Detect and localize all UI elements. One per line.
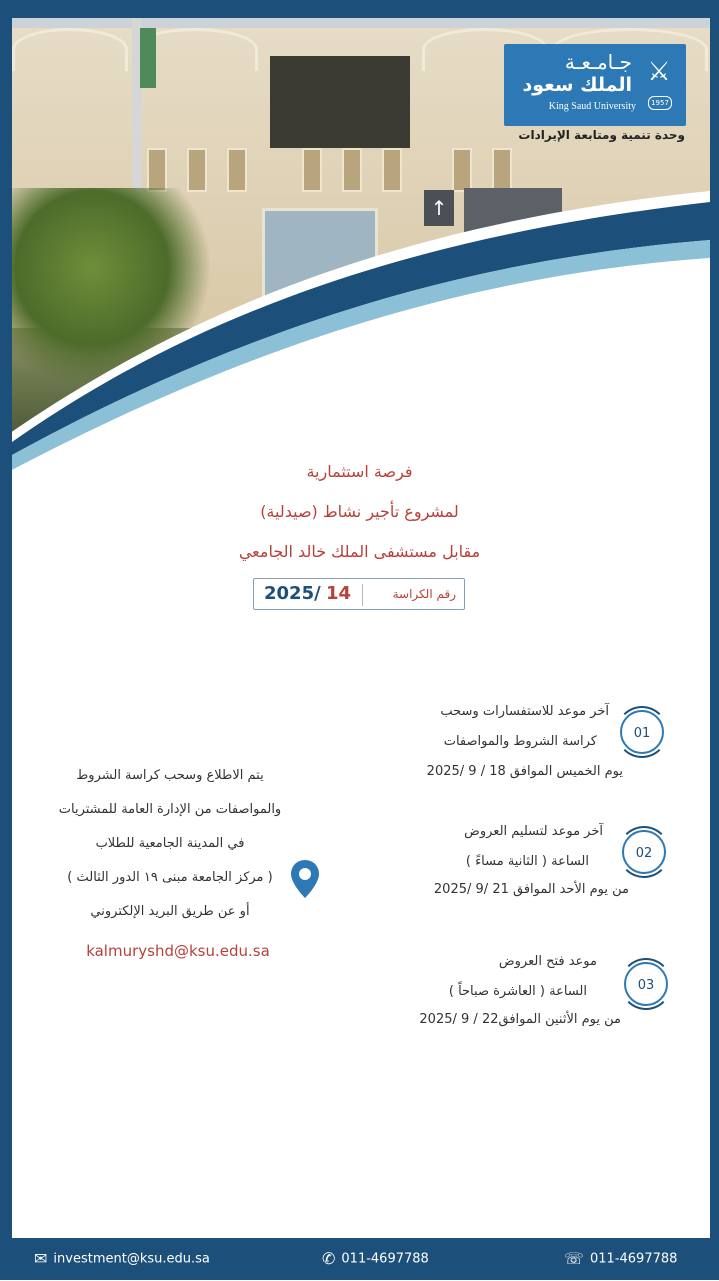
logo-english: King Saud University — [548, 101, 636, 112]
booklet-divider — [362, 584, 363, 606]
info-line1: يتم الاطلاع وسحب كراسة الشروط — [76, 768, 264, 783]
step-badge-01: 01 — [620, 710, 664, 754]
location-pin-icon — [288, 858, 322, 902]
info-line2: والمواصفات من الإدارة العامة للمشتريات — [58, 802, 282, 817]
title-line1: فرصة استثمارية — [306, 462, 413, 481]
unit-name: وحدة تنمية ومتابعة الإيرادات — [518, 128, 685, 142]
footer-bar — [0, 1238, 719, 1280]
footer-phone[interactable] — [322, 1238, 429, 1280]
whatsapp-icon: ☏ — [564, 1249, 585, 1268]
contact-email-link[interactable]: kalmuryshd@ksu.edu.sa — [86, 942, 270, 960]
logo-arabic-line1: جـامـعـة — [564, 50, 632, 74]
step-badge-03: 03 — [624, 962, 668, 1006]
info-line4: ( مركز الجامعة مبنى ١٩ الدور الثالث ) — [67, 870, 273, 885]
step2-line3: من يوم الأحد الموافق 21 /9 /2025 — [433, 882, 629, 897]
footer-email[interactable] — [34, 1238, 210, 1280]
booklet-year: 2025/ — [264, 583, 321, 604]
envelope-icon: ✉ — [34, 1249, 48, 1268]
info-line5: أو عن طريق البريد الإلكتروني — [90, 904, 250, 919]
booklet-number: 14 — [326, 583, 352, 604]
step1-line2: كراسة الشروط والمواصفات — [443, 734, 597, 749]
footer-phone-text: 011-4697788 — [341, 1251, 429, 1267]
flag-icon — [140, 28, 156, 88]
right-border — [710, 0, 719, 1280]
decorative-wave — [0, 180, 719, 480]
footer-email-text: investment@ksu.edu.sa — [53, 1251, 210, 1267]
booklet-label: رقم الكراسة — [392, 587, 456, 601]
logo-year: 1957 — [648, 96, 672, 110]
step3-line1: موعد فتح العروض — [498, 954, 597, 969]
step2-line1: آخر موعد لتسليم العروض — [464, 824, 603, 839]
ksu-logo — [504, 44, 686, 126]
info-line3: في المدينة الجامعية للطلاب — [95, 836, 245, 851]
phone-icon: ✆ — [322, 1249, 336, 1268]
arrow-up-icon: ↑ — [424, 190, 454, 226]
logo-arabic-line2: الملك سعود — [522, 74, 632, 96]
footer-whatsapp[interactable] — [564, 1238, 677, 1280]
left-border — [0, 0, 12, 1280]
step-badge-02: 02 — [622, 830, 666, 874]
step1-line3: يوم الخميس الموافق 18 / 9 /2025 — [426, 764, 623, 779]
booklet-number-box — [253, 578, 465, 610]
footer-whatsapp-text: 011-4697788 — [590, 1251, 678, 1267]
step2-line2: الساعة ( الثانية مساءً ) — [465, 854, 589, 869]
title-line2: لمشروع تأجير نشاط (صيدلية) — [260, 502, 459, 521]
top-border — [0, 0, 719, 18]
palm-swords-emblem-icon: ⚔ — [647, 57, 671, 87]
step3-line2: الساعة ( العاشرة صباحاً ) — [448, 984, 587, 999]
title-line3: مقابل مستشفى الملك خالد الجامعي — [238, 542, 481, 561]
step3-line3: من يوم الأثنين الموافق22 / 9 /2025 — [419, 1012, 621, 1027]
step1-line1: آخر موعد للاستفسارات وسحب — [440, 704, 609, 719]
